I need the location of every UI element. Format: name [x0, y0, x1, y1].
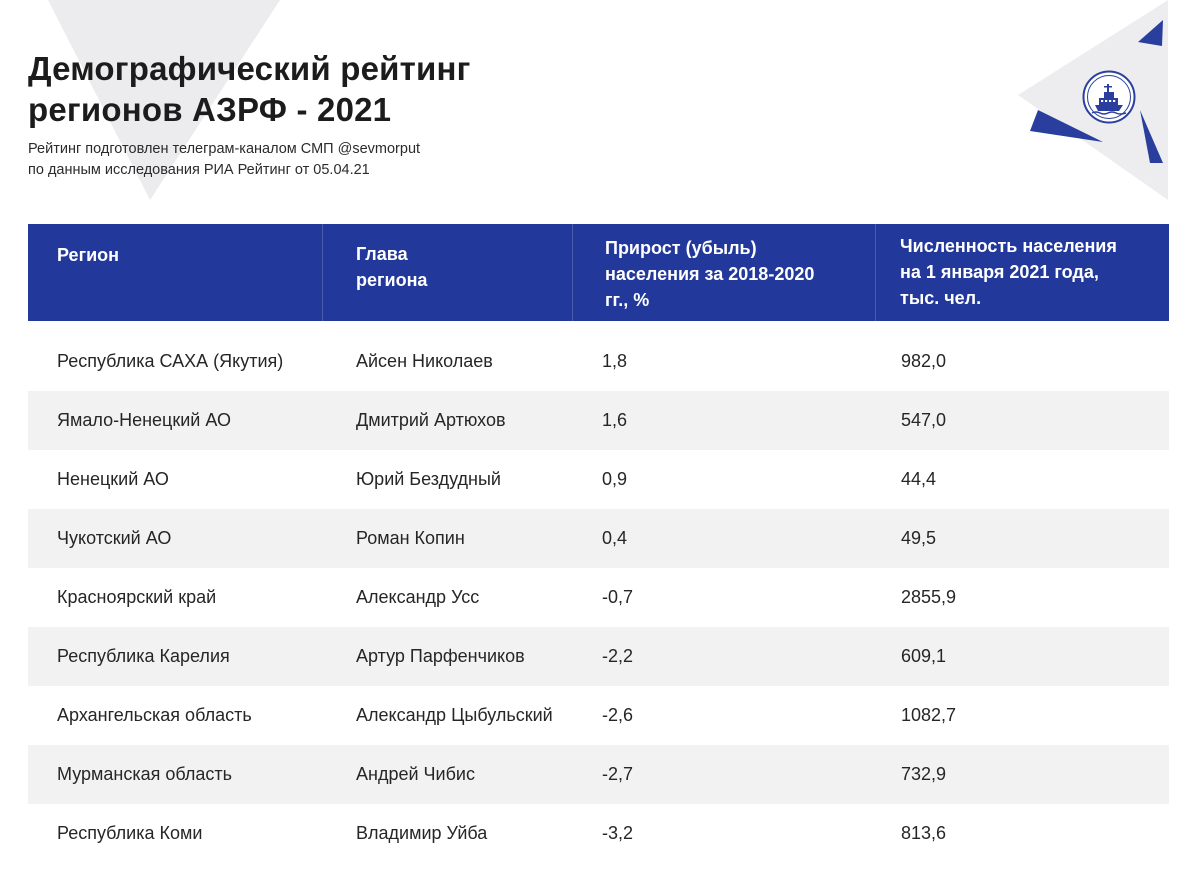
header-head-line-1: Глава: [356, 244, 408, 264]
table-row: [28, 332, 1169, 391]
cell-region: Ненецкий АО: [57, 469, 169, 489]
cell-head: Айсен Николаев: [356, 351, 493, 371]
cell-population: 813,6: [901, 823, 947, 843]
table-row: [28, 450, 1169, 509]
page-title: [28, 48, 471, 130]
table-row: [28, 627, 1169, 686]
cell-growth: -2,6: [602, 705, 634, 725]
header-growth-line-2: населения за 2018-2020: [605, 264, 815, 284]
cell-region: Ямало-Ненецкий АО: [57, 410, 231, 430]
table-row: [28, 686, 1169, 745]
ranking-table: [28, 224, 1169, 863]
header-population: [875, 224, 1169, 321]
cell-region: Республика Коми: [57, 823, 203, 843]
cell-head: Александр Усс: [356, 587, 480, 607]
cell-population: 609,1: [901, 646, 947, 666]
table-row: [28, 509, 1169, 568]
header-growth: [572, 224, 875, 321]
cell-population: 732,9: [901, 764, 947, 784]
cell-head: Владимир Уйба: [356, 823, 488, 843]
header-head: [322, 224, 572, 321]
cell-head: Андрей Чибис: [356, 764, 475, 784]
cell-region: Республика САХА (Якутия): [57, 351, 284, 371]
cell-population: 1082,7: [901, 705, 957, 725]
header-region-line-1: Регион: [57, 245, 119, 265]
cell-growth: -2,7: [602, 764, 634, 784]
cell-growth: 1,8: [602, 351, 628, 371]
table-row: [28, 391, 1169, 450]
table-row: [28, 568, 1169, 627]
cell-growth: 1,6: [602, 410, 628, 430]
icebreaker-ship-icon: [1082, 70, 1136, 124]
header-growth-line-1: Прирост (убыль): [605, 238, 757, 258]
cell-region: Архангельская область: [57, 705, 252, 725]
header-head-line-2: региона: [356, 270, 428, 290]
cell-growth: 0,4: [602, 528, 628, 548]
cell-population: 2855,9: [901, 587, 957, 607]
page-subtitle: [28, 139, 420, 181]
cell-head: Роман Копин: [356, 528, 465, 548]
subtitle-line-1: Рейтинг подготовлен телеграм-каналом СМП @sevmorput: [28, 141, 421, 157]
cell-region: Чукотский АО: [57, 528, 172, 548]
header-region: [28, 224, 322, 321]
subtitle-line-2: по данным исследования РИА Рейтинг от 05.04.21: [28, 162, 370, 178]
cell-region: Республика Карелия: [57, 646, 230, 666]
cell-population: 547,0: [901, 410, 947, 430]
header-population-line-1: Численность населения: [900, 236, 1117, 256]
cell-population: 44,4: [901, 469, 937, 489]
cell-population: 49,5: [901, 528, 937, 548]
cell-head: Дмитрий Артюхов: [356, 410, 506, 430]
header-population-line-3: тыс. чел.: [900, 288, 982, 308]
table-row: [28, 804, 1169, 863]
header-growth-line-3: гг., %: [605, 290, 650, 310]
cell-growth: -2,2: [602, 646, 634, 666]
table-body: [28, 332, 1169, 863]
header-population-line-2: на 1 января 2021 года,: [900, 262, 1099, 282]
table-header: [28, 224, 1169, 321]
cell-head: Александр Цыбульский: [356, 705, 553, 725]
cell-head: Артур Парфенчиков: [356, 646, 525, 666]
cell-region: Мурманская область: [57, 764, 233, 784]
title-line-1: Демографический рейтинг: [28, 50, 471, 87]
cell-growth: 0,9: [602, 469, 628, 489]
cell-head: Юрий Бездудный: [356, 469, 501, 489]
title-line-2: регионов АЗРФ - 2021: [28, 91, 392, 128]
cell-population: 982,0: [901, 351, 947, 371]
cell-growth: -0,7: [602, 587, 634, 607]
table-row: [28, 745, 1169, 804]
cell-region: Красноярский край: [57, 587, 217, 607]
cell-growth: -3,2: [602, 823, 634, 843]
